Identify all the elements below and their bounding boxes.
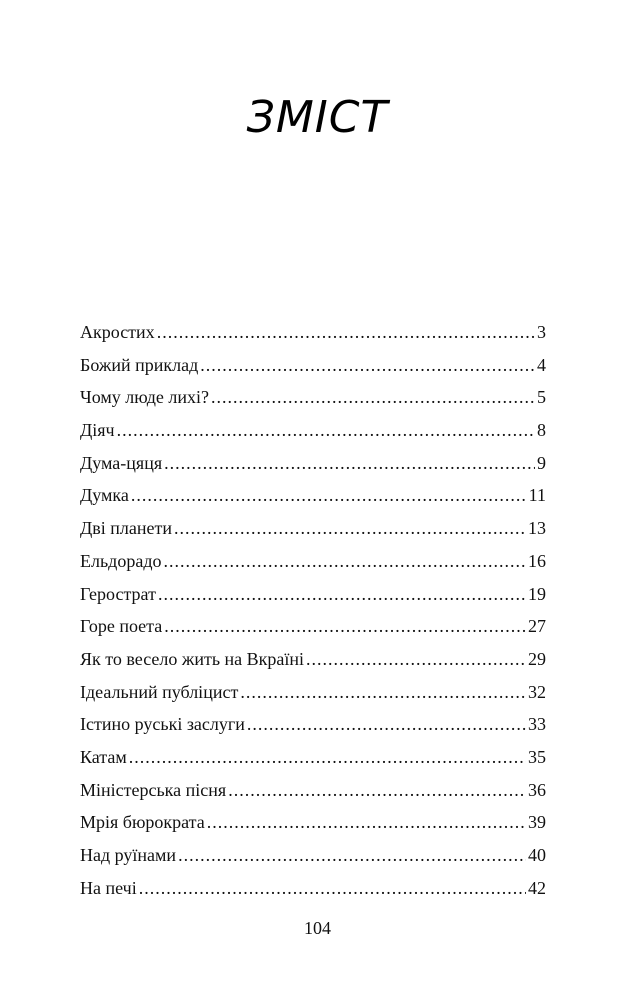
toc-entry-title: Герострат [80,583,156,604]
toc-entry[interactable] [80,876,546,909]
toc-entry-page: 42 [528,877,546,898]
toc-entry[interactable] [80,549,546,582]
toc-entry-page: 19 [528,583,546,604]
toc-entry-page: 3 [537,322,546,342]
toc-entry-page: 8 [537,420,546,441]
toc-entry[interactable] [80,843,546,876]
toc-entry[interactable] [80,810,546,843]
toc-entry-title: Горе поета [80,616,163,637]
toc-entry[interactable] [80,745,546,778]
dot-leader [164,614,526,638]
toc-entry[interactable] [80,647,546,680]
dot-leader [240,680,526,704]
toc-entry-title: Діяч [80,420,115,441]
toc-entry-page: 39 [528,812,546,833]
toc-entry[interactable] [80,418,546,451]
toc-entry[interactable] [80,712,546,745]
toc-entry-page: 9 [537,452,546,473]
toc-entry-page: 27 [528,616,546,637]
toc-entry-page: 40 [528,845,546,865]
dot-leader [228,778,526,802]
dot-leader [131,483,527,507]
dot-leader [158,582,526,606]
toc-entry-title: Божий приклад [80,354,199,375]
toc-entry-title: Істино руські заслуги [80,714,245,735]
page-title: ЗМІСТ [246,92,389,143]
toc-entry-page: 33 [528,714,546,735]
toc-entry-title: Міністерська пісня [80,779,227,800]
toc-entry[interactable] [80,778,546,811]
dot-leader [211,385,535,409]
toc-entry[interactable] [80,614,546,647]
toc-entry[interactable] [80,353,546,386]
toc-entry-title: На печі [80,877,137,898]
toc-entry[interactable] [80,320,546,353]
toc-entry[interactable] [80,516,546,549]
toc-entry[interactable] [80,451,546,484]
toc-entry-title: Катам [80,746,127,767]
dot-leader [306,647,526,671]
dot-leader [200,353,535,377]
dot-leader [164,549,527,573]
toc-entry-page: 36 [528,779,546,800]
page-number: 104 [304,918,331,938]
dot-leader [247,712,526,736]
toc-entry[interactable] [80,680,546,713]
toc-entry-page: 11 [528,485,546,506]
toc-entry-title: Над руїнами [80,845,177,865]
toc-entry-title: Ельдорадо [80,550,162,571]
toc-entry-title: Як то весело жить на Вкраїні [80,648,305,669]
dot-leader [157,320,535,344]
toc-entry-page: 5 [537,387,546,408]
dot-leader [178,843,526,867]
toc-entry-title: Акростих [80,322,155,342]
toc-entry[interactable] [80,483,546,516]
toc-entry-page: 32 [528,681,546,702]
dot-leader [207,810,526,834]
dot-leader [117,418,535,442]
toc-entry[interactable] [80,385,546,418]
toc-entry-title: Думка [80,485,129,506]
toc-entry-page: 16 [528,550,546,571]
table-of-contents [80,320,546,908]
dot-leader [129,745,526,769]
dot-leader [164,451,535,475]
dot-leader [174,516,526,540]
toc-entry-page: 35 [528,746,546,767]
toc-entry-title: Дві планети [80,518,173,539]
toc-entry-page: 4 [537,354,546,375]
toc-entry-title: Дума-цяця [80,452,163,473]
toc-entry-title: Мрія бюрократа [80,812,205,833]
toc-entry-page: 29 [528,648,546,669]
toc-entry-title: Ідеальний публіцист [80,681,239,702]
toc-entry-title: Чому люде лихі? [80,387,210,408]
toc-entry[interactable] [80,582,546,615]
toc-entry-page: 13 [528,518,546,539]
dot-leader [139,876,526,900]
